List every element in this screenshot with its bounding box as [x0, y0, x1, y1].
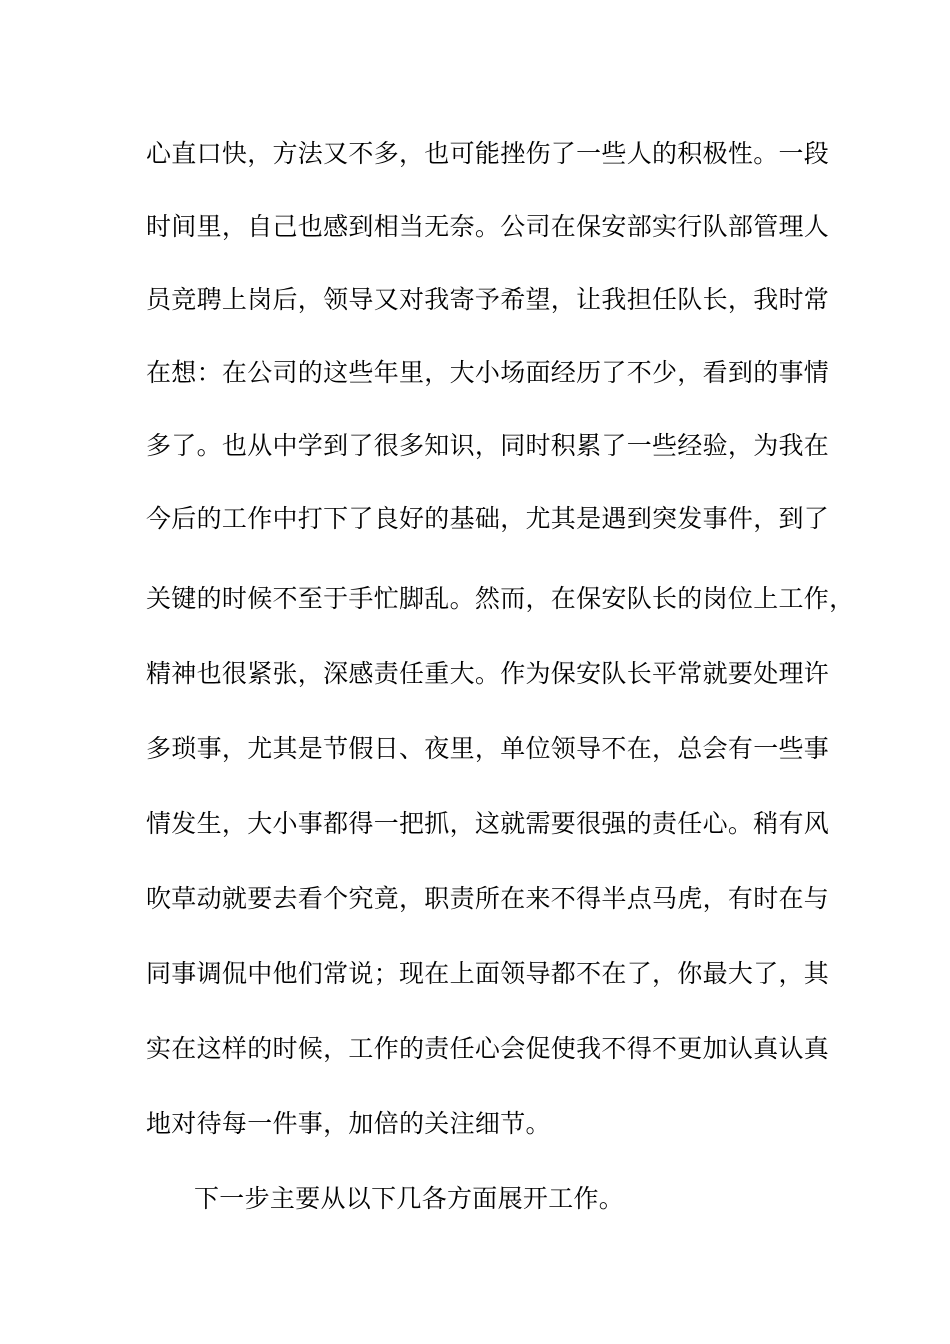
body-text-line-4: 在想：在公司的这些年里，大小场面经历了不少，看到的事情 [146, 358, 830, 387]
next-paragraph-line: 下一步主要从以下几各方面展开工作。 [194, 1184, 625, 1213]
body-text-line-14: 地对待每一件事，加倍的关注细节。 [146, 1109, 551, 1138]
body-text-line-12: 同事调侃中他们常说；现在上面领导都不在了，你最大了，其 [146, 959, 830, 988]
body-text-line-2: 时间里，自己也感到相当无奈。公司在保安部实行队部管理人 [146, 212, 830, 241]
body-text-line-10: 情发生，大小事都得一把抓，这就需要很强的责任心。稍有风 [146, 809, 830, 838]
body-text-line-11: 吹草动就要去看个究竟，职责所在来不得半点马虎，有时在与 [146, 884, 830, 913]
body-text-line-13: 实在这样的时候，工作的责任心会促使我不得不更加认真认真 [146, 1034, 830, 1063]
body-text-line-5: 多了。也从中学到了很多知识，同时积累了一些经验，为我在 [146, 431, 830, 460]
body-text-line-7: 关键的时候不至于手忙脚乱。然而，在保安队长的岗位上工作， [146, 584, 855, 613]
body-text-line-3: 员竞聘上岗后，领导又对我寄予希望，让我担任队长，我时常 [146, 285, 830, 314]
body-text-line-8: 精神也很紧张，深感责任重大。作为保安队长平常就要处理许 [146, 659, 830, 688]
body-text-line-1: 心直口快，方法又不多，也可能挫伤了一些人的积极性。一段 [146, 139, 830, 168]
body-text-line-6: 今后的工作中打下了良好的基础，尤其是遇到突发事件，到了 [146, 504, 830, 533]
body-text-line-9: 多琐事，尤其是节假日、夜里，单位领导不在，总会有一些事 [146, 734, 830, 763]
